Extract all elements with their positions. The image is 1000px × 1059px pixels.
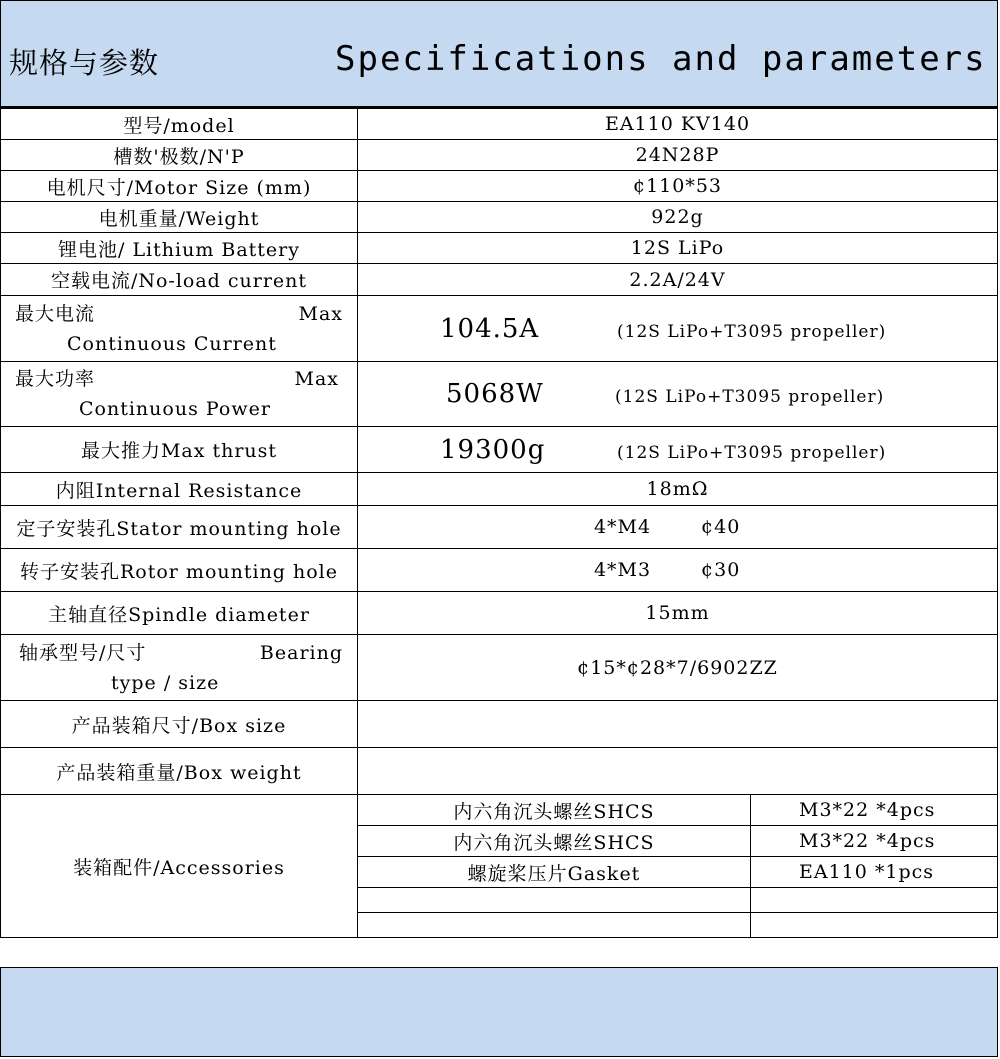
table-row [1,748,998,795]
row-value-model: EA110 KV140 [358,109,998,140]
max-power-note: (12S LiPo+T3095 propeller) [615,387,885,407]
bearing-label-cn: 轴承型号/尺寸 [19,641,147,664]
row-value-rotor-hole [358,549,998,592]
accessory-qty: M3*22 *4pcs [751,826,998,857]
table-row [1,296,998,362]
row-label-max-power [1,362,358,427]
max-current-label-max: Max [298,302,343,325]
footer-band [0,967,998,1057]
title-english: Specifications and parameters [335,39,987,79]
row-value-box-weight [358,748,998,795]
table-row [1,635,998,701]
row-value-box-size [358,701,998,748]
accessory-qty: M3*22 *4pcs [751,795,998,826]
row-value-motor-size: ¢110*53 [358,171,998,202]
row-value-slots-poles: 24N28P [358,140,998,171]
table-row [1,549,998,592]
accessory-name [358,913,751,938]
table-row [1,171,998,202]
row-value-weight: 922g [358,202,998,233]
row-value-stator-hole [358,506,998,549]
table-row [1,506,998,549]
table-row [1,473,998,506]
rotor-screw: 4*M3 [593,559,652,581]
table-row [1,701,998,748]
max-power-value: 5068W [446,379,544,409]
accessory-name: 内六角沉头螺丝SHCS [358,795,751,826]
row-value-internal-resistance: 18mΩ [358,473,998,506]
max-power-label-cn: 最大功率 [15,368,96,390]
header-band [0,0,998,108]
row-label-noload-current: 空载电流/No-load current [1,264,358,296]
max-current-note: (12S LiPo+T3095 propeller) [617,321,887,342]
row-label-accessories: 装箱配件/Accessories [1,795,358,938]
row-label-weight: 电机重量/Weight [1,202,358,233]
row-label-max-current [1,296,358,362]
max-power-label-second: Continuous Power [79,398,271,420]
spec-table [0,108,998,938]
row-value-spindle: 15mm [358,592,998,635]
table-row [1,233,998,264]
accessory-qty [751,888,998,913]
bearing-label-second: type / size [111,671,220,694]
table-row [1,427,998,473]
row-label-model: 型号/model [1,109,358,140]
row-label-max-thrust: 最大推力Max thrust [1,427,358,473]
row-value-max-power [358,362,998,427]
row-value-noload-current: 2.2A/24V [358,264,998,296]
accessory-name: 内六角沉头螺丝SHCS [358,826,751,857]
table-row [1,592,998,635]
row-label-spindle: 主轴直径Spindle diameter [1,592,358,635]
stator-diameter: ¢40 [701,516,741,538]
row-label-box-weight: 产品装箱重量/Box weight [1,748,358,795]
rotor-diameter: ¢30 [701,559,741,581]
row-value-bearing: ¢15*¢28*7/6902ZZ [358,635,998,701]
table-row [1,140,998,171]
table-row [1,202,998,233]
max-current-label-second: Continuous Current [67,332,277,355]
row-value-max-thrust [358,427,998,473]
row-label-rotor-hole: 转子安装孔Rotor mounting hole [1,549,358,592]
table-row [1,109,998,140]
title-chinese: 规格与参数 [9,46,160,80]
accessory-qty [751,913,998,938]
row-label-battery: 锂电池/ Lithium Battery [1,233,358,264]
row-label-slots-poles: 槽数'极数/N'P [1,140,358,171]
row-value-battery: 12S LiPo [358,233,998,264]
bearing-label-right: Bearing [259,641,343,664]
row-label-box-size: 产品装箱尺寸/Box size [1,701,358,748]
max-current-label-cn: 最大电流 [15,302,96,325]
max-current-value: 104.5A [440,313,540,344]
row-label-stator-hole: 定子安装孔Stator mounting hole [1,506,358,549]
stator-screw: 4*M4 [593,516,652,538]
accessory-name [358,888,751,913]
accessory-name: 螺旋桨压片Gasket [358,857,751,888]
row-label-bearing [1,635,358,701]
max-thrust-note: (12S LiPo+T3095 propeller) [617,442,887,463]
table-row [1,362,998,427]
max-power-label-max: Max [294,368,339,390]
row-label-motor-size: 电机尺寸/Motor Size (mm) [1,171,358,202]
row-label-internal-resistance: 内阻Internal Resistance [1,473,358,506]
row-value-max-current [358,296,998,362]
max-thrust-value: 19300g [440,434,546,465]
table-row [1,264,998,296]
accessory-qty: EA110 *1pcs [751,857,998,888]
table-row [1,795,998,826]
